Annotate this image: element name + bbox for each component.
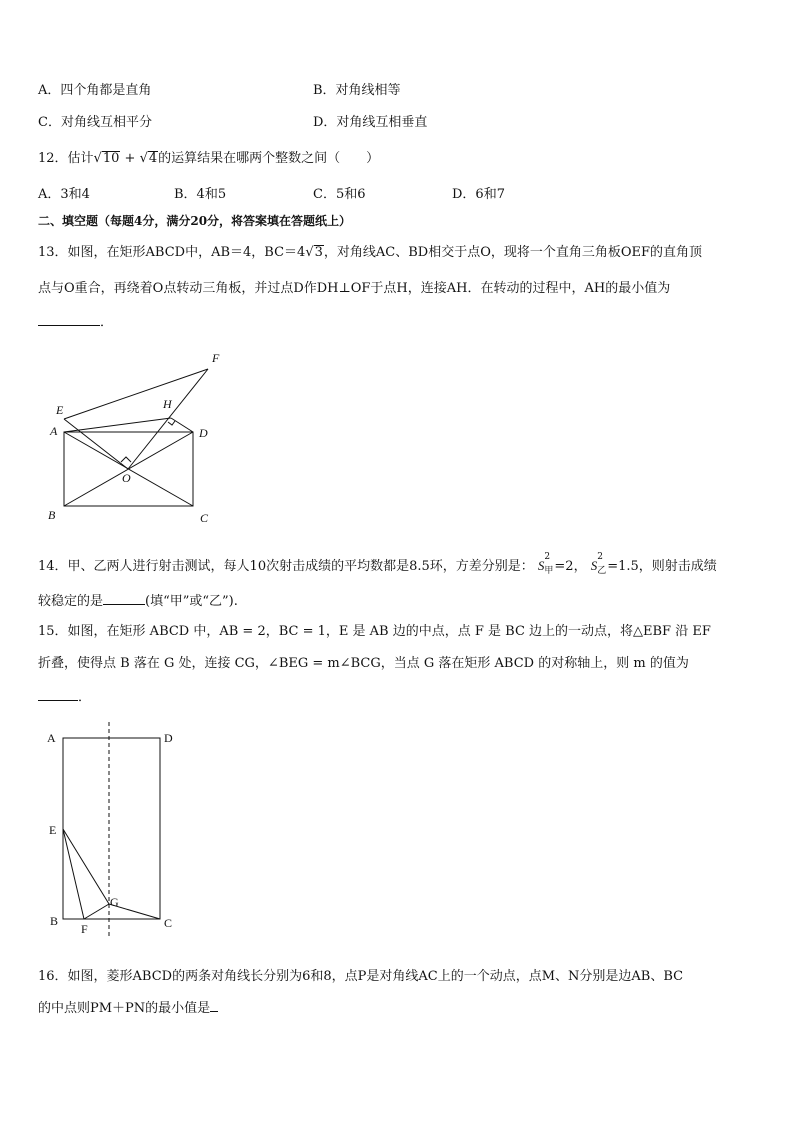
- q16-text: 的中点则PM＋PN的最小值是: [38, 1001, 211, 1016]
- answer-blank[interactable]: [103, 592, 145, 605]
- variance-sub-yi: 乙: [597, 566, 607, 576]
- segment-of: [128, 369, 208, 469]
- segment-gc: [109, 904, 160, 919]
- q12-plus: +: [120, 151, 140, 166]
- label-g: G: [110, 895, 119, 909]
- diagonal-ac: [64, 432, 193, 506]
- q12-radicand-2: 4: [148, 151, 158, 166]
- label-d: D: [199, 426, 208, 440]
- variance-sup: 2: [544, 552, 551, 562]
- label-b: B: [50, 914, 59, 928]
- sqrt-symbol: √: [139, 151, 148, 166]
- segment-ef: [64, 369, 208, 419]
- diagonal-bd: [64, 432, 193, 506]
- variance-sub-jia: 甲: [544, 566, 554, 576]
- segment-ef: [63, 829, 84, 919]
- label-f: F: [81, 922, 88, 936]
- q14-text-c: (填“甲”或“乙”).: [145, 594, 238, 609]
- answer-blank[interactable]: [38, 313, 100, 326]
- q11-option-a: A．四个角都是直角: [38, 83, 152, 98]
- segment-fg: [84, 904, 109, 919]
- q14-text-a: 14．甲、乙两人进行射击测试，每人10次射击成绩的平均数都是8.5环，方差分别是：: [38, 559, 534, 574]
- q15-line-1: 15．如图，在矩形 ABCD 中，AB = 2，BC = 1，E 是 AB 边的中点，点 F 是 BC 边上的一动点，将△EBF 沿 EF: [38, 624, 711, 639]
- q14-text-b: 较稳定的是: [38, 594, 104, 609]
- variance-sup: 2: [597, 552, 603, 562]
- answer-blank[interactable]: [210, 999, 218, 1012]
- rectangle-abcd: [63, 738, 160, 919]
- right-angle-mark-o: [121, 457, 131, 462]
- segment-eo: [64, 419, 128, 469]
- label-f: F: [212, 351, 220, 365]
- q12-prefix: 12．估计: [38, 151, 94, 166]
- q11-option-d: D．对角线互相垂直: [313, 115, 428, 130]
- q16-line-1: 16．如图，菱形ABCD的两条对角线长分别为6和8，点P是对角线AC上的一个动点，点M、N分别是边AB、BC: [38, 969, 684, 984]
- rectangle-abcd: [64, 432, 193, 506]
- q15-line-3: [38, 688, 91, 707]
- q12-option-c: C．5和6: [313, 187, 366, 202]
- q12-radicand-1: 10: [102, 151, 120, 166]
- variance-value-yi: =1.5，则射击成绩: [607, 559, 717, 574]
- segment-dh: [171, 418, 193, 432]
- q12-stem: [38, 150, 379, 168]
- q11-option-b: B．对角线相等: [313, 83, 401, 98]
- label-a: A: [47, 731, 56, 745]
- label-e: E: [49, 823, 57, 837]
- q13-text-b: ，对角线AC、BD相交于点O，现将一个直角三角板OEF的直角顶: [323, 245, 703, 260]
- sqrt-symbol: √: [93, 151, 102, 166]
- q13-line-3: [38, 313, 113, 332]
- label-d: D: [164, 731, 173, 745]
- label-o: O: [122, 471, 131, 485]
- q15-period: ．: [78, 690, 92, 705]
- variance-symbol-yi: S: [590, 558, 598, 573]
- q16-line-2: [38, 999, 218, 1018]
- label-a: A: [50, 424, 58, 438]
- q11-option-c: C．对角线互相平分: [38, 115, 152, 130]
- sqrt-symbol: √: [305, 245, 314, 260]
- q15-line-2: 折叠，使得点 B 落在 G 处，连接 CG，∠BEG = m∠BCG，当点 G 落在矩形 ABCD 的对称轴上，则 m 的值为: [38, 656, 689, 671]
- label-e: E: [56, 403, 64, 417]
- label-b: B: [48, 508, 56, 522]
- q13-line-2: 点与O重合，再绕着O点转动三角板，并过点D作DH⊥OF于点H，连接AH．在转动的过程中，AH的最小值为: [38, 281, 671, 296]
- q13-period: ．: [100, 315, 114, 330]
- q12-option-b: B．4和5: [174, 187, 227, 202]
- right-angle-mark-h: [168, 421, 175, 425]
- q13-radicand: 3: [314, 245, 323, 260]
- variance-value-jia: =2，: [554, 559, 587, 574]
- answer-blank[interactable]: [38, 688, 78, 701]
- label-h: H: [163, 397, 172, 411]
- q14-line-2: [38, 592, 238, 611]
- q12-option-a: A．3和4: [38, 187, 90, 202]
- section-heading-fill-in: 二、填空题（每题4分，满分20分，将答案填在答题纸上）: [38, 214, 352, 228]
- q13-line-1: [38, 244, 702, 262]
- segment-ah: [64, 418, 171, 432]
- q12-option-d: D．6和7: [452, 187, 505, 202]
- variance-symbol-jia: S: [537, 558, 545, 573]
- label-c: C: [164, 916, 173, 930]
- q13-text-a: 13．如图，在矩形ABCD中，AB＝4，BC＝4: [38, 245, 306, 260]
- q12-suffix: 的运算结果在哪两个整数之间（ ）: [158, 151, 380, 166]
- q14-line-1: [38, 552, 717, 576]
- label-c: C: [200, 511, 209, 525]
- segment-eg: [63, 829, 109, 904]
